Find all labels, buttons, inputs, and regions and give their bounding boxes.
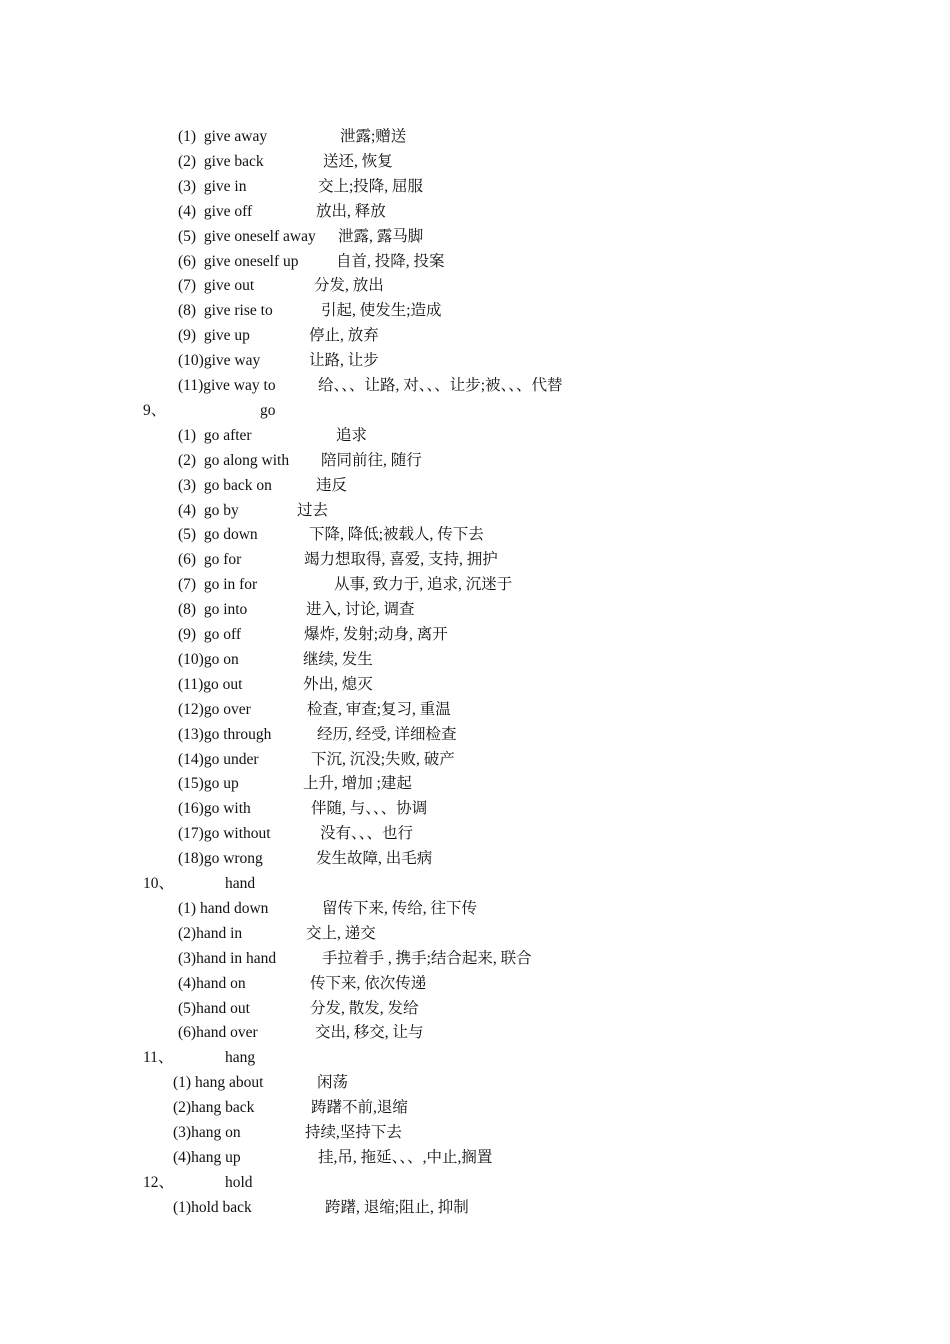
phrase-entry — [0, 124, 950, 149]
phrase-entry — [0, 1195, 950, 1220]
phrase-entry — [0, 1070, 950, 1095]
phrase-entry — [0, 771, 950, 796]
phrase-chinese: 送还, 恢复 — [323, 152, 393, 170]
phrase-english: (1) go after — [178, 426, 252, 444]
phrase-english: (9) go off — [178, 626, 241, 643]
phrase-english: (12)go over — [178, 700, 251, 718]
phrase-english: (5) give oneself away — [178, 227, 316, 245]
phrase-english: (7) give out — [178, 277, 255, 295]
phrase-chinese: 挂,吊, 拖延、、、,中止,搁置 — [318, 1148, 493, 1166]
phrase-chinese: 传下来, 依次传递 — [310, 974, 427, 992]
phrase-chinese: 跨躇, 退缩;阻止, 抑制 — [325, 1198, 469, 1216]
phrase-chinese: 停止, 放弃 — [309, 327, 379, 345]
phrase-chinese: 下沉, 沉没;失败, 破产 — [311, 750, 455, 768]
phrase-english: (6)hand over — [178, 1024, 258, 1042]
phrase-entry — [0, 647, 950, 672]
phrase-chinese: 陪同前往, 随行 — [321, 451, 422, 469]
phrase-entry — [0, 846, 950, 871]
phrase-chinese: 伴随, 与、、、协调 — [311, 800, 428, 818]
phrase-chinese: 交出, 移交, 让与 — [315, 1024, 424, 1042]
phrase-english: (5)hand out — [178, 999, 250, 1017]
phrase-entry — [0, 473, 950, 498]
phrase-chinese: 给、、、让路, 对、、、让步;被、、、代替 — [318, 377, 563, 394]
phrase-english: (18)go wrong — [178, 850, 263, 868]
phrase-entry — [0, 622, 950, 647]
phrase-entry — [0, 697, 950, 722]
section-word: go — [260, 401, 276, 419]
phrase-chinese: 分发, 放出 — [314, 277, 384, 295]
phrase-chinese: 分发, 散发, 发给 — [310, 999, 419, 1017]
phrase-english: (14)go under — [178, 750, 259, 768]
phrase-entry — [0, 298, 950, 323]
phrase-english: (1) hand down — [178, 899, 269, 917]
phrase-chinese: 交上;投降, 屈服 — [318, 177, 424, 195]
phrase-english: (9) give up — [178, 327, 250, 345]
phrase-chinese: 踌躇不前,退缩 — [311, 1099, 408, 1117]
phrase-entry — [0, 1120, 950, 1145]
phrase-chinese: 下降, 降低;被载人, 传下去 — [309, 526, 484, 544]
phrase-entry — [0, 249, 950, 274]
section-word: hang — [225, 1049, 256, 1067]
phrase-english: (1) hang about — [173, 1074, 264, 1092]
phrase-entry — [0, 946, 950, 971]
phrase-entry — [0, 996, 950, 1021]
phrase-english: (4) go by — [178, 501, 239, 519]
phrase-entry — [0, 498, 950, 523]
phrase-english: (16)go with — [178, 800, 251, 818]
phrase-english: (11)go out — [178, 675, 243, 693]
section-number: 10、 — [143, 875, 175, 892]
phrase-chinese: 让路, 让步 — [309, 352, 379, 370]
phrase-entry — [0, 821, 950, 846]
phrase-entry — [0, 747, 950, 772]
phrase-english: (3)hang on — [173, 1124, 241, 1141]
phrase-chinese: 自首, 投降, 投案 — [336, 252, 445, 270]
phrase-chinese: 上升, 增加 ;建起 — [303, 775, 412, 793]
phrase-entry — [0, 448, 950, 473]
phrase-english: (1) give away — [178, 128, 268, 145]
phrase-entry — [0, 348, 950, 373]
phrase-chinese: 进入, 讨论, 调查 — [306, 601, 415, 619]
phrase-english: (2) go along with — [178, 451, 290, 469]
phrase-english: (4) give off — [178, 202, 253, 220]
phrase-chinese: 检查, 审查;复习, 重温 — [307, 700, 451, 718]
phrase-chinese: 手拉着手 , 携手;结合起来, 联合 — [322, 949, 532, 967]
phrase-english: (6) go for — [178, 551, 242, 569]
phrase-entry — [0, 1145, 950, 1170]
phrase-entry — [0, 796, 950, 821]
phrase-chinese: 竭力想取得, 喜爱, 支持, 拥护 — [304, 551, 498, 569]
phrase-english: (13)go through — [178, 725, 272, 743]
phrase-english: (10)give way — [178, 352, 261, 370]
phrase-chinese: 从事, 致力于, 追求, 沉迷于 — [334, 576, 513, 594]
section-heading — [0, 1170, 950, 1195]
phrase-entry — [0, 572, 950, 597]
phrase-chinese: 发生故障, 出毛病 — [316, 850, 433, 868]
phrase-english: (17)go without — [178, 825, 271, 843]
phrase-chinese: 泄露;赠送 — [340, 128, 407, 145]
phrase-entry — [0, 224, 950, 249]
phrase-entry — [0, 971, 950, 996]
phrase-entry — [0, 373, 950, 398]
section-heading — [0, 871, 950, 896]
phrase-entry — [0, 149, 950, 174]
phrase-entry — [0, 1020, 950, 1045]
section-word: hold — [225, 1173, 253, 1191]
phrase-english: (3) give in — [178, 177, 247, 195]
phrase-entry — [0, 423, 950, 448]
phrase-english: (3) go back on — [178, 476, 272, 494]
phrase-entry — [0, 896, 950, 921]
phrase-english: (3)hand in hand — [178, 949, 277, 967]
phrase-chinese: 外出, 熄灭 — [303, 675, 373, 693]
phrase-english: (2)hang back — [173, 1099, 255, 1117]
phrase-chinese: 闲荡 — [317, 1074, 349, 1092]
phrase-english: (6) give oneself up — [178, 252, 299, 270]
phrase-entry — [0, 547, 950, 572]
phrase-chinese: 继续, 发生 — [303, 650, 373, 668]
phrase-chinese: 留传下来, 传给, 往下传 — [322, 899, 478, 917]
phrase-english: (15)go up — [178, 775, 239, 793]
phrase-english: (2) give back — [178, 152, 264, 170]
section-heading — [0, 1045, 950, 1070]
phrase-english: (8) go into — [178, 601, 248, 619]
phrase-entry — [0, 174, 950, 199]
phrase-entry — [0, 199, 950, 224]
phrase-chinese: 追求 — [336, 426, 368, 444]
phrase-entry — [0, 1095, 950, 1120]
phrase-chinese: 泄露, 露马脚 — [338, 227, 424, 245]
phrase-chinese: 持续,坚持下去 — [305, 1124, 402, 1141]
phrase-english: (4)hang up — [173, 1148, 241, 1166]
phrase-chinese: 过去 — [297, 501, 329, 519]
phrase-chinese: 爆炸, 发射;动身, 离开 — [304, 626, 448, 643]
phrase-english: (8) give rise to — [178, 302, 273, 320]
phrase-entry — [0, 273, 950, 298]
phrase-chinese: 经历, 经受, 详细检查 — [317, 725, 457, 743]
phrase-entry — [0, 921, 950, 946]
phrase-english: (5) go down — [178, 526, 258, 544]
section-number: 9、 — [143, 401, 167, 419]
phrase-entry — [0, 722, 950, 747]
phrase-chinese: 违反 — [316, 476, 348, 494]
section-number: 11、 — [143, 1049, 174, 1067]
phrase-entry — [0, 672, 950, 697]
phrase-entry — [0, 597, 950, 622]
phrase-english: (4)hand on — [178, 974, 246, 992]
phrase-english: (10)go on — [178, 650, 239, 668]
phrase-entry — [0, 323, 950, 348]
phrase-english: (7) go in for — [178, 576, 258, 594]
phrase-english: (11)give way to — [178, 377, 276, 394]
phrase-chinese: 交上, 递交 — [306, 924, 376, 942]
section-heading — [0, 398, 950, 423]
phrase-chinese: 放出, 释放 — [316, 202, 386, 220]
phrase-chinese: 没有、、、也行 — [320, 825, 414, 843]
section-number: 12、 — [143, 1173, 175, 1191]
phrase-chinese: 引起, 使发生;造成 — [321, 302, 442, 320]
phrase-entry — [0, 522, 950, 547]
phrase-english: (1)hold back — [173, 1198, 252, 1216]
section-word: hand — [225, 875, 256, 892]
phrase-english: (2)hand in — [178, 924, 243, 942]
